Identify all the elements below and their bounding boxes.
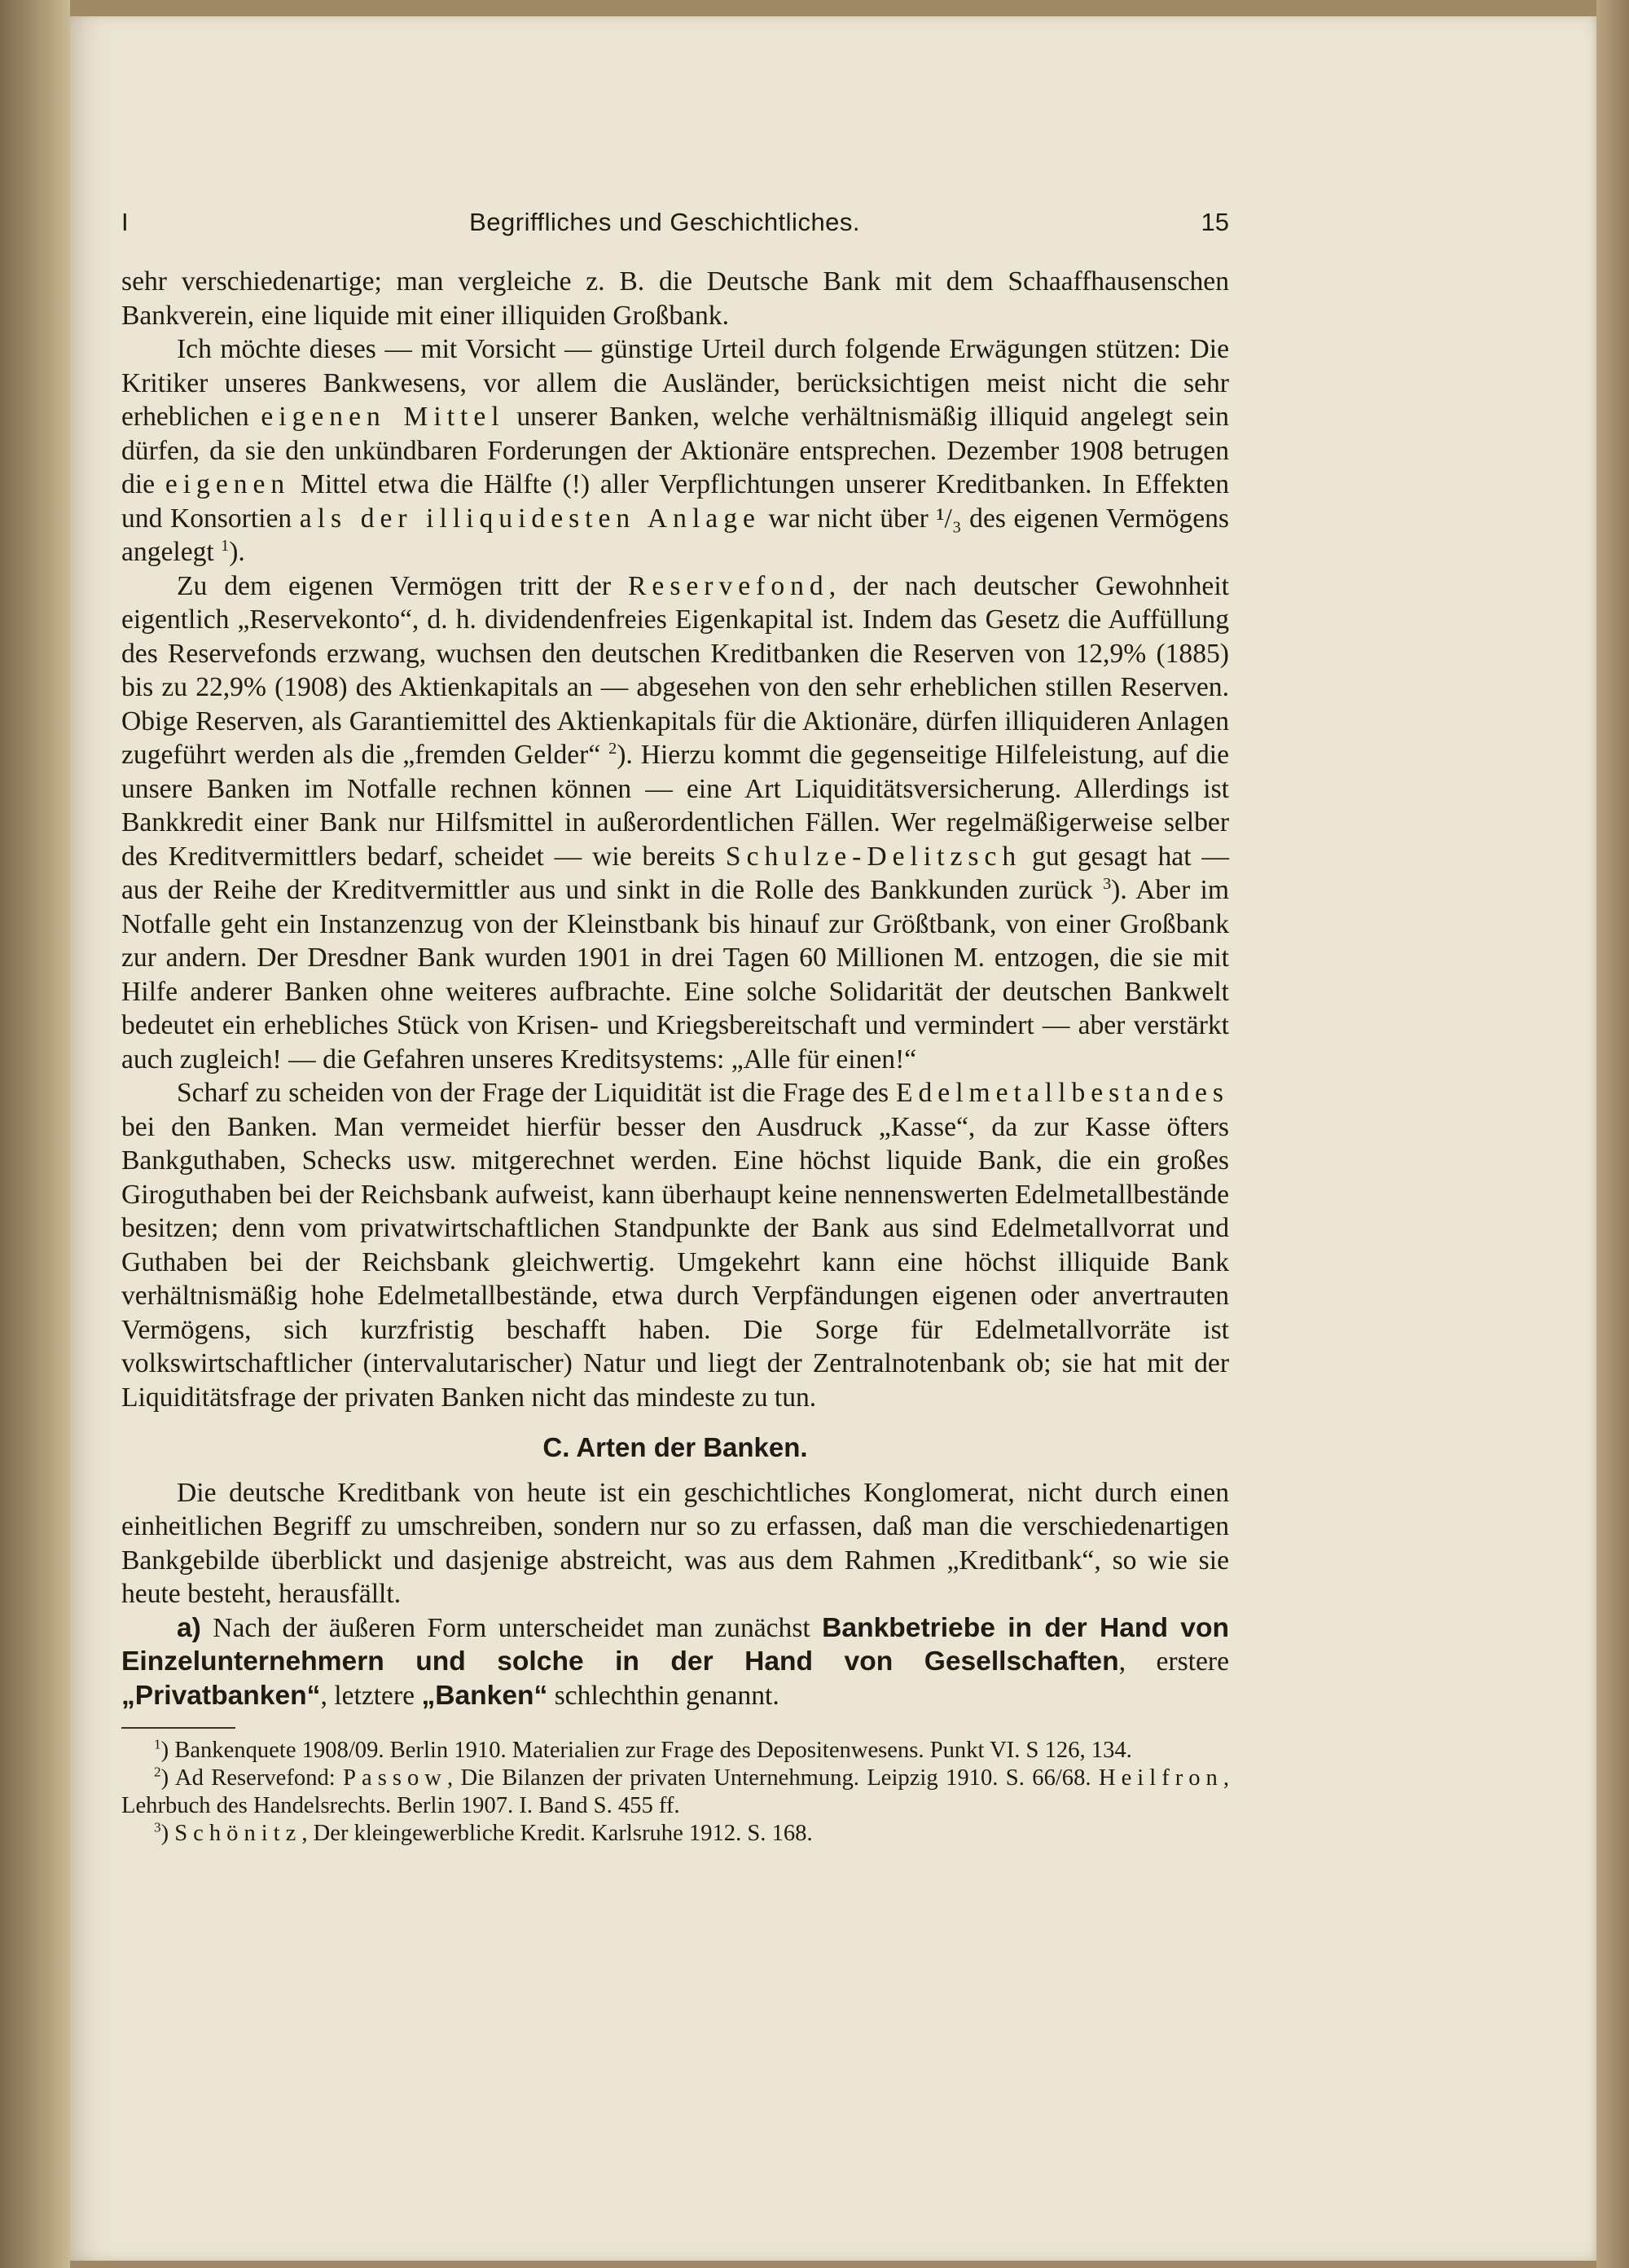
spaced-emphasis: Edelmetallbestandes [896,1078,1229,1108]
bold-emphasis: Bankbetriebe in der Hand von Einzelunternehmern und solche in der Hand von Gesellschaften [121,1612,1229,1677]
bold-emphasis: „Privatbanken“ [121,1680,321,1711]
spaced-emphasis: Reservefond [628,570,829,601]
section-heading: C. Arten der Banken. [542,1432,808,1462]
list-label: a) [177,1612,201,1643]
footnote-1 [121,1737,1229,1765]
spaced-emphasis: Heilfron [1098,1765,1223,1791]
chapter-number: I [121,208,129,236]
paragraph-text: Mittel etwa die Hälfte (!) aller Verpflichtungen unserer Kreditbanken. In Effekten und Konsortien [121,469,1229,534]
footnote-3 [121,1820,1229,1848]
paragraph-text: bei den Banken. Man vermeidet hierfür besser den Ausdruck „Kasse“, da zur Kasse öfters Bankguthaben, Schecks usw. mitgerechnet werden. Eine höchst liquide Bank, die ein großes Giroguthaben bei der Reichsbank aufweist, kann überhaupt keine nennenswerten Edelmetallbestände besitzen; denn vom privatwirtschaftlichen Standpunkte der Bank aus sind Edelmetallvorrat und Guthaben bei der Reichsbank gleichwertig. Umgekehrt kann eine höchst illiquide Bank verhältnismäßig hohe Edelmetallbestände, etwa durch Verpfändungen eigenen oder anvertrauten Vermögens, sich kurzfristig beschafft haben. Die Sorge für Edelmetallvorräte ist volkswirtschaftlicher (intervalutarischer) Natur und liegt der Zentralnotenbank ob; sie hat mit der Liquiditätsfrage der privaten Banken nicht das mindeste zu tun. [121,1111,1229,1413]
footnote-2 [121,1765,1229,1820]
paragraph-text: sehr verschiedenartige; man vergleiche z. B. die Deutsche Bank mit dem Schaaffhausenschen Bankverein, eine liquide mit einer illiquiden Großbank. [121,266,1229,331]
spaced-emphasis: eigenen [165,469,291,499]
paragraph-text: war nicht über ¹/₃ des eigenen Vermögens angelegt [121,503,1229,567]
paragraph-4 [121,1076,1229,1414]
running-head [121,208,1229,247]
spaced-emphasis: Schulze-Delitzsch [725,841,1022,872]
paragraph-text: , der nach deutscher Gewohnheit eigentlich „Reservekonto“, d. h. dividendenfreies Eigenkapital ist. Indem das Gesetz die Auffüllung des Reservefonds erzwang, wuchsen den deutschen Kreditbanken die Reserven von 12,9% (1885) bis zu 22,9% (1908) des Aktienkapitals an — abgesehen von den sehr erheblichen stillen Reserven. Obige Reserven, als Garantiemittel des Aktienkapitals für die Aktionäre, dürfen illiquideren Anlagen zugeführt werden als die „fremden Gelder“ [121,570,1229,770]
footnote-ref: 3 [1103,874,1112,893]
paragraph-text: schlechthin genannt. [547,1680,779,1711]
spaced-emphasis: als der illiquidesten Anlage [299,503,761,534]
paragraph-text: Nach der äußeren Form unterscheidet man zunächst [200,1612,823,1643]
footnote-text: , Der kleingewerbliche Kredit. Karlsruhe 1912. S. 168. [301,1821,813,1846]
page-number: 15 [1201,208,1229,236]
paragraph-1 [121,265,1229,332]
paragraph-text: Ich möchte dieses — mit Vorsicht — günstige Urteil durch folgende Erwägungen stützen: Die Kritiker unseres Bankwesens, vor allem die Ausländer, berücksichtigen meist nicht die sehr erheblichen [121,334,1229,432]
footnote-ref: 1 [221,536,230,555]
footnotes [121,1737,1229,1848]
footnote-mark: 1 [154,1736,161,1752]
paragraph-5 [121,1476,1229,1611]
footnote-rule [121,1727,235,1729]
paragraph-text: gut gesagt hat — aus der Reihe der Kreditvermittler aus und sinkt in die Rolle des Bankkunden zurück [121,841,1229,905]
paragraph-text: ). Aber im Notfalle geht ein Instanzenzug von der Kleinstbank bis hinauf zur Größtbank, von einer Großbank zur andern. Der Dresdner Bank wurden 1901 in drei Tagen 60 Millionen M. entzogen, die sie mit Hilfe anderer Banken ohne weiteres aufbrachte. Eine solche Solidarität der deutschen Bankwelt bedeutet ein erhebliches Stück von Krisen- und Kriegsbereitschaft und vermindert — aber verstärkt auch zugleich! — die Gefahren unseres Kreditsystems: „Alle für einen!“ [121,875,1229,1075]
footnote-text: , Lehrbuch des Handelsrechts. Berlin 1907. I. Band S. 455 ff. [121,1765,1229,1818]
spaced-emphasis: Passow [343,1765,447,1791]
paragraph-text: unserer Banken, welche verhältnismäßig illiquid angelegt sein dürfen, da sie den unkündbaren Forderungen der Aktionäre entsprechen. Dezember 1908 betrugen die [121,402,1229,499]
footnote-text: ) [160,1821,175,1846]
footnote-mark: 3 [154,1819,161,1835]
spaced-emphasis: Schönitz [174,1821,302,1846]
footnote-ref: 2 [608,739,617,758]
footnote-text: ) Ad Reservefond: [160,1765,344,1791]
paragraph-6 [121,1611,1229,1713]
paragraph-text: Scharf zu scheiden von der Frage der Liquidität ist die Frage des [177,1078,896,1108]
footnote-mark: 2 [154,1764,161,1780]
paragraph-3 [121,569,1229,1077]
body-text [121,265,1229,1712]
footnote-text: ) Bankenquete 1908/09. Berlin 1910. Materialien zur Frage des Depositenwesens. Punkt VI. S 126, 134. [160,1738,1132,1763]
page-content [121,208,1229,1848]
spaced-emphasis: eigenen Mittel [261,402,505,432]
paragraph-text: Zu dem eigenen Vermögen tritt der [177,570,629,601]
book-gutter [0,0,70,2268]
bold-emphasis: „Banken“ [421,1680,548,1711]
paragraph-2 [121,332,1229,569]
paragraph-text: , erstere [1118,1646,1229,1677]
paragraph-text: Die deutsche Kreditbank von heute ist ein geschichtliches Konglomerat, nicht durch einen einheitlichen Begriff zu umschreiben, sondern nur so zu erfassen, daß man die verschiedenartigen Bankgebilde überblickt und dasjenige abstreicht, was aus dem Rahmen „Kreditbank“, so wie sie heute besteht, herausfällt. [121,1477,1229,1609]
running-title: Begriffliches und Geschichtliches. [469,208,861,236]
footnote-text: , Die Bilanzen der privaten Unternehmung. Leipzig 1910. S. 66/68. [446,1765,1099,1791]
paragraph-text: ). Hierzu kommt die gegenseitige Hilfeleistung, auf die unsere Banken im Notfalle rechnen können — eine Art Liquiditätsversicherung. Allerdings ist Bankkredit einer Bank nur Hilfsmittel in außerordentlichen Fällen. Wer regelmäßigerweise selber des Kreditvermittlers bedarf, scheidet — wie bereits [121,740,1229,872]
paragraph-text: ). [229,537,245,567]
paragraph-text: , letztere [320,1680,422,1711]
book-cover-edge [1596,0,1629,2268]
